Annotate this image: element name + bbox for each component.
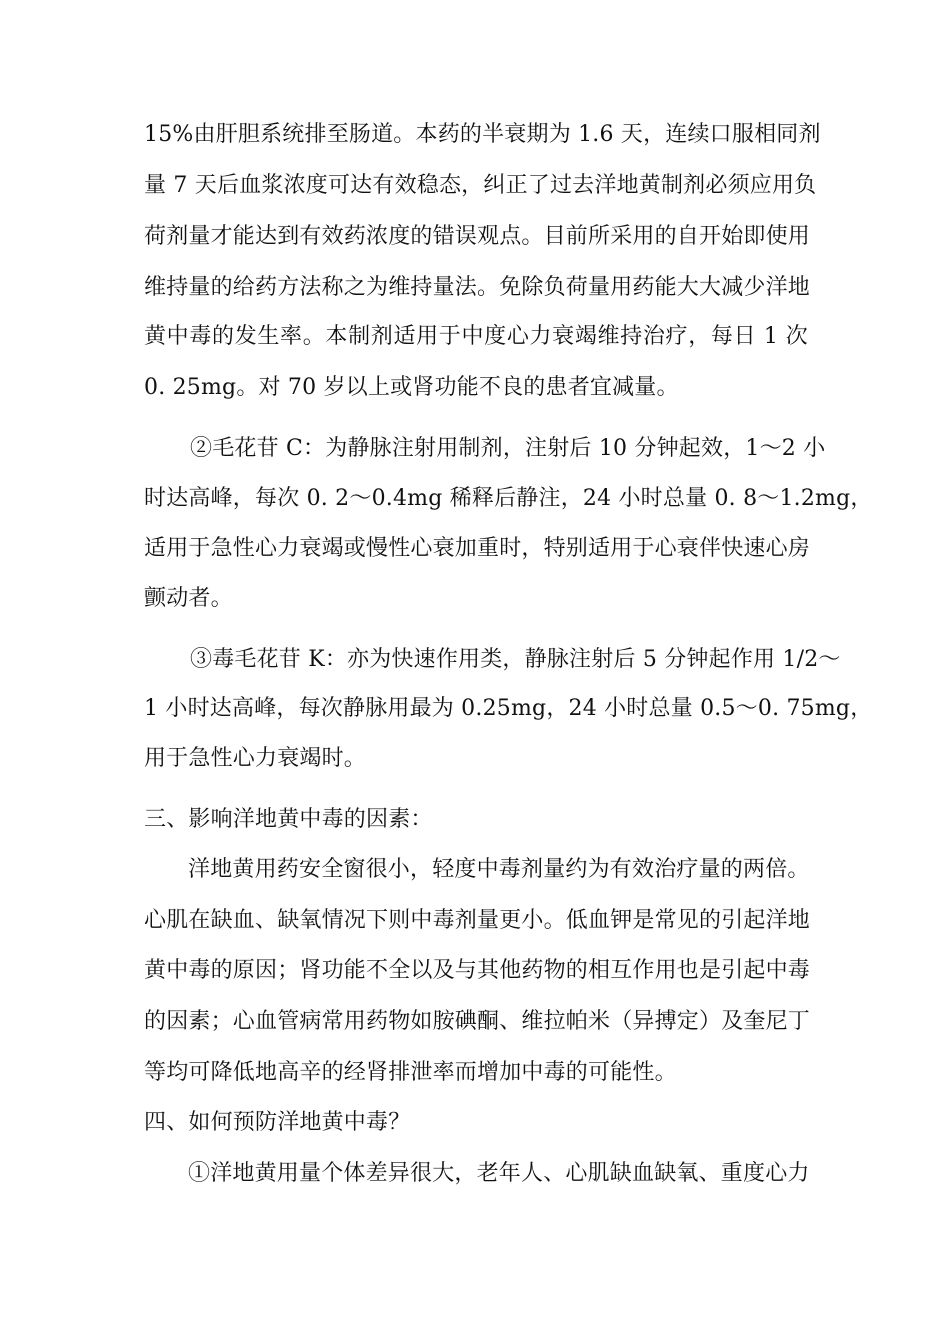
text-line: 的因素；心血管病常用药物如胺碘酮、维拉帕米（异搏定）及奎尼丁 <box>144 1009 811 1034</box>
document-page <box>144 0 873 1344</box>
text-line: 维持量的给药方法称之为维持量法。免除负荷量用药能大大减少洋地 <box>144 275 811 300</box>
text-line: 颤动者。 <box>144 586 233 611</box>
text-line: ①洋地黄用量个体差异很大，老年人、心肌缺血缺氧、重度心力 <box>188 1161 810 1186</box>
text-line: 洋地黄用药安全窗很小，轻度中毒剂量约为有效治疗量的两倍。 <box>188 857 810 882</box>
section-heading-prevention: 四、如何预防洋地黄中毒？ <box>144 1110 411 1135</box>
text-line: ②毛花苷 C：为静脉注射用制剂，注射后 10 分钟起效，1～2 小 <box>190 436 826 461</box>
text-line: 时达高峰，每次 0. 2～0.4mg 稀释后静注，24 小时总量 0. 8～1.2mg， <box>144 486 873 511</box>
text-line: 0. 25mg。对 70 岁以上或肾功能不良的患者宜减量。 <box>144 375 679 400</box>
section-heading-factors: 三、影响洋地黄中毒的因素： <box>144 807 433 832</box>
text-line: ③毒毛花苷 K：亦为快速作用类，静脉注射后 5 分钟起作用 1/2～ <box>190 647 841 672</box>
text-line: 心肌在缺血、缺氧情况下则中毒剂量更小。低血钾是常见的引起洋地 <box>144 908 811 933</box>
text-line: 黄中毒的发生率。本制剂适用于中度心力衰竭维持治疗，每日 1 次 <box>144 324 808 349</box>
text-line: 15%由肝胆系统排至肠道。本药的半衰期为 1.6 天，连续口服相同剂 <box>144 122 821 147</box>
text-line: 量 7 天后血浆浓度可达有效稳态，纠正了过去洋地黄制剂必须应用负 <box>144 173 817 198</box>
text-line: 用于急性心力衰竭时。 <box>144 746 367 771</box>
text-line: 1 小时达高峰，每次静脉用最为 0.25mg，24 小时总量 0.5～0. 75mg， <box>144 696 873 721</box>
text-line: 适用于急性心力衰竭或慢性心衰加重时，特别适用于心衰伴快速心房 <box>144 536 811 561</box>
text-line: 等均可降低地高辛的经肾排泄率而增加中毒的可能性。 <box>144 1060 677 1085</box>
text-line: 荷剂量才能达到有效药浓度的错误观点。目前所采用的自开始即使用 <box>144 224 811 249</box>
text-line: 黄中毒的原因；肾功能不全以及与其他药物的相互作用也是引起中毒 <box>144 958 811 983</box>
